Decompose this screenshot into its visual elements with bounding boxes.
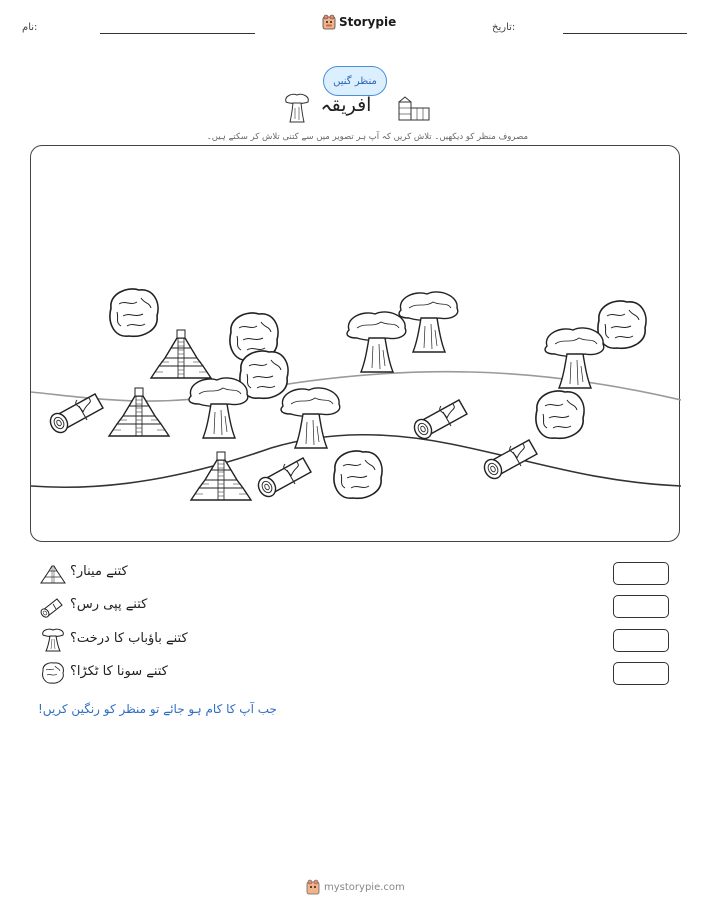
header xyxy=(0,12,709,42)
baobab-tree xyxy=(545,328,604,388)
gold-nugget xyxy=(536,391,584,438)
answer-box-1[interactable] xyxy=(613,562,669,585)
footer xyxy=(306,879,405,895)
question-text: کتنے سونا کا ٹکڑا؟ xyxy=(70,664,168,679)
gold-nugget-icon xyxy=(40,661,66,685)
brand-name: Storypie xyxy=(339,15,397,29)
storypie-logo-icon xyxy=(322,14,336,30)
name-line[interactable] xyxy=(100,33,255,34)
pyramid xyxy=(109,388,169,436)
gold-nugget xyxy=(110,289,158,336)
brand-logo xyxy=(322,14,396,30)
scene-drawing xyxy=(31,146,681,543)
question-row xyxy=(0,593,709,619)
question-text: کتنے مینار؟ xyxy=(70,564,128,579)
date-label: تاریخ: xyxy=(492,22,516,33)
title-row xyxy=(270,92,440,126)
date-line[interactable] xyxy=(563,33,687,34)
answer-box-4[interactable] xyxy=(613,662,669,685)
baobab-tree xyxy=(189,378,248,438)
baobab-tree-icon xyxy=(282,92,312,124)
baobab-tree xyxy=(347,312,406,372)
gold-nugget xyxy=(598,301,646,348)
category-badge: منظر گنیں xyxy=(323,66,387,96)
pyramid-icon xyxy=(40,561,66,585)
question-text: کتنے پپی رس؟ xyxy=(70,597,148,612)
baobab-tree-icon xyxy=(40,628,66,652)
question-row xyxy=(0,627,709,653)
page-title: افریقہ xyxy=(320,94,372,116)
color-instruction: جب آپ کا کام ہو جائے تو منظر کو رنگین کریں! xyxy=(38,702,277,716)
answer-box-3[interactable] xyxy=(613,629,669,652)
name-label: نام: xyxy=(22,22,38,33)
scroll-icon xyxy=(40,594,66,618)
answer-box-2[interactable] xyxy=(613,595,669,618)
papyrus-scroll xyxy=(481,440,537,482)
pyramid xyxy=(151,330,211,378)
gold-nugget xyxy=(334,451,382,498)
storypie-logo-icon xyxy=(306,879,320,895)
baobab-tree xyxy=(281,388,340,448)
scene-panel xyxy=(30,145,680,542)
question-row xyxy=(0,560,709,586)
footer-url[interactable]: mystorypie.com xyxy=(324,881,405,893)
question-text: کتنے باؤباب کا درخت؟ xyxy=(70,631,188,646)
instructions: مصروف منظر کو دیکھیں۔ تلاش کریں کہ آپ ہر تصویر میں سے کتنی تلاش کر سکتے ہیں۔ xyxy=(206,132,528,142)
ruins-icon xyxy=(396,94,432,122)
question-row xyxy=(0,660,709,686)
papyrus-scroll xyxy=(411,400,467,442)
papyrus-scroll xyxy=(47,394,103,436)
pyramid xyxy=(191,452,251,500)
baobab-tree xyxy=(399,292,458,352)
papyrus-scroll xyxy=(255,458,311,500)
